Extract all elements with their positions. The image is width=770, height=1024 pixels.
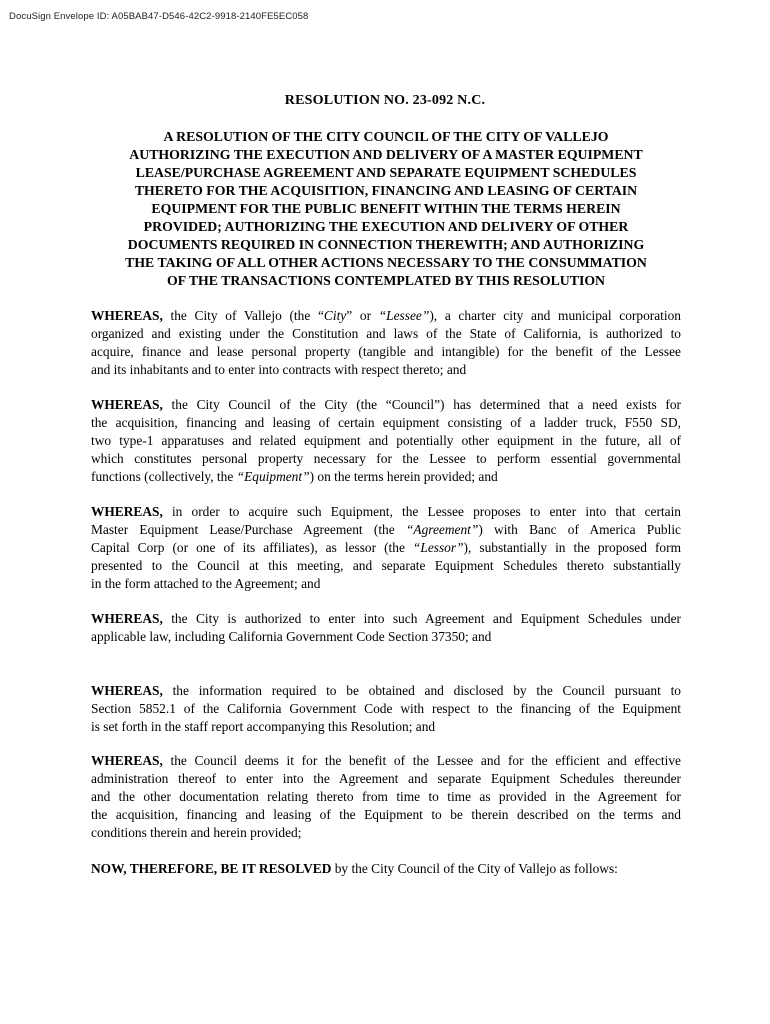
title-line: DOCUMENTS REQUIRED IN CONNECTION THEREWITH; AND AUTHORIZING	[127, 237, 645, 252]
recital-text: the City of Vallejo (the “	[162, 308, 324, 323]
recital-text: Capital Corp (or one of its affiliates), as lessor (the	[91, 540, 413, 555]
recital-line	[91, 396, 681, 414]
recital-text: Master Equipment Lease/Purchase Agreement (the	[91, 522, 406, 537]
recital-text: ) on the terms herein provided; and	[309, 469, 498, 484]
recital-line	[91, 539, 681, 557]
recital-line	[91, 468, 681, 486]
title-line: A RESOLUTION OF THE CITY COUNCIL OF THE CITY OF VALLEJO	[163, 129, 609, 144]
title-line: PROVIDED; AUTHORIZING THE EXECUTION AND DELIVERY OF OTHER	[143, 219, 629, 234]
recital-line	[91, 682, 681, 700]
recital-text: in order to acquire such Equipment, the Lessee proposes to enter into that certain	[162, 504, 681, 519]
title-line: AUTHORIZING THE EXECUTION AND DELIVERY OF A MASTER EQUIPMENT	[129, 147, 643, 162]
recital-line: administration thereof to enter into the Agreement and separate Equipment Schedules thereunder	[91, 771, 681, 786]
recital-text: ), a charter city and municipal corporation	[429, 308, 682, 323]
whereas-keyword: WHEREAS,	[91, 753, 163, 768]
recital-text: ) with Banc of America Public	[478, 522, 681, 537]
recital-line	[91, 307, 681, 325]
defined-term: “Equipment”	[236, 469, 310, 484]
recital-line: organized and existing under the Constitution and laws of the State of California, is authorized to	[91, 326, 681, 341]
resolution-title	[92, 128, 680, 290]
recital-text: the City is authorized to enter into such Agreement and Equipment Schedules under	[162, 611, 681, 626]
defined-term: “Agreement”	[405, 522, 479, 537]
defined-term: “Lessor”	[412, 540, 464, 555]
recital-line: which constitutes personal property necessary for the Lessee to perform essential governmental	[91, 451, 681, 466]
recital-line	[91, 752, 681, 770]
recital-line: the acquisition, financing and leasing of certain equipment consisting of a ladder truck, F550 SD,	[91, 415, 681, 430]
recital-line: two type-1 apparatuses and related equipment and potentially other equipment in the future, all of	[91, 433, 681, 448]
title-line: OF THE TRANSACTIONS CONTEMPLATED BY THIS RESOLUTION	[166, 273, 606, 288]
recital-text: functions (collectively, the	[91, 469, 237, 484]
recital-line: the acquisition, financing and leasing of the Equipment to be therein described on the terms and	[91, 807, 681, 822]
recital-text: the information required to be obtained and disclosed by the Council pursuant to	[162, 683, 681, 698]
title-line: THERETO FOR THE ACQUISITION, FINANCING AND LEASING OF CERTAIN	[134, 183, 638, 198]
recital-text: the City Council of the City (the “Council”) has determined that a need exists for	[162, 397, 681, 412]
recital-text: ), substantially in the proposed form	[463, 540, 681, 555]
recital-line: applicable law, including California Government Code Section 37350; and	[91, 629, 492, 644]
title-line: EQUIPMENT FOR THE PUBLIC BENEFIT WITHIN THE TERMS HEREIN	[151, 201, 621, 216]
recital-line: in the form attached to the Agreement; and	[91, 576, 321, 591]
title-line: LEASE/PURCHASE AGREEMENT AND SEPARATE EQUIPMENT SCHEDULES	[135, 165, 637, 180]
recital-agreement	[91, 503, 681, 593]
resolved-text: by the City Council of the City of Vallejo as follows:	[331, 861, 618, 876]
resolved-line	[91, 860, 681, 878]
recital-line: acquire, finance and lease personal property (tangible and intangible) for the benefit of the Lessee	[91, 344, 681, 359]
whereas-keyword: WHEREAS,	[91, 683, 163, 698]
recital-line: conditions therein and herein provided;	[91, 825, 302, 840]
recital-text: the Council deems it for the benefit of the Lessee and for the efficient and effective	[162, 753, 681, 768]
recital-line: presented to the Council at this meeting, and separate Equipment Schedules thereto substantially	[91, 558, 681, 573]
whereas-keyword: WHEREAS,	[91, 504, 163, 519]
resolved-clause	[91, 860, 681, 878]
resolved-keyword: NOW, THEREFORE, BE IT RESOLVED	[91, 861, 332, 876]
recital-council-need	[91, 396, 681, 486]
recital-line: and its inhabitants and to enter into contracts with respect thereto; and	[91, 362, 467, 377]
recital-line: and the other documentation relating thereto from time to time as provided in the Agreement for	[91, 789, 681, 804]
recital-line	[91, 610, 681, 628]
recital-line	[91, 521, 681, 539]
recital-disclosure	[91, 682, 681, 736]
whereas-keyword: WHEREAS,	[91, 397, 163, 412]
recital-city-of-vallejo	[91, 307, 681, 379]
recital-line	[91, 503, 681, 521]
whereas-keyword: WHEREAS,	[91, 611, 163, 626]
recital-authority	[91, 610, 681, 646]
recital-line: is set forth in the staff report accompanying this Resolution; and	[91, 719, 436, 734]
recital-line: Section 5852.1 of the California Government Code with respect to the financing of the Equipment	[91, 701, 681, 716]
recital-text: ” or	[346, 308, 379, 323]
title-line: THE TAKING OF ALL OTHER ACTIONS NECESSARY TO THE CONSUMMATION	[125, 255, 647, 270]
whereas-keyword: WHEREAS,	[91, 308, 163, 323]
defined-term: City	[323, 308, 347, 323]
docusign-envelope-id: DocuSign Envelope ID: A05BAB47-D546-42C2-9918-2140FE5EC058	[9, 11, 309, 22]
resolution-number: RESOLUTION NO. 23-092 N.C.	[284, 93, 486, 108]
recital-benefit	[91, 752, 681, 842]
defined-term: “Lessee”	[378, 308, 430, 323]
